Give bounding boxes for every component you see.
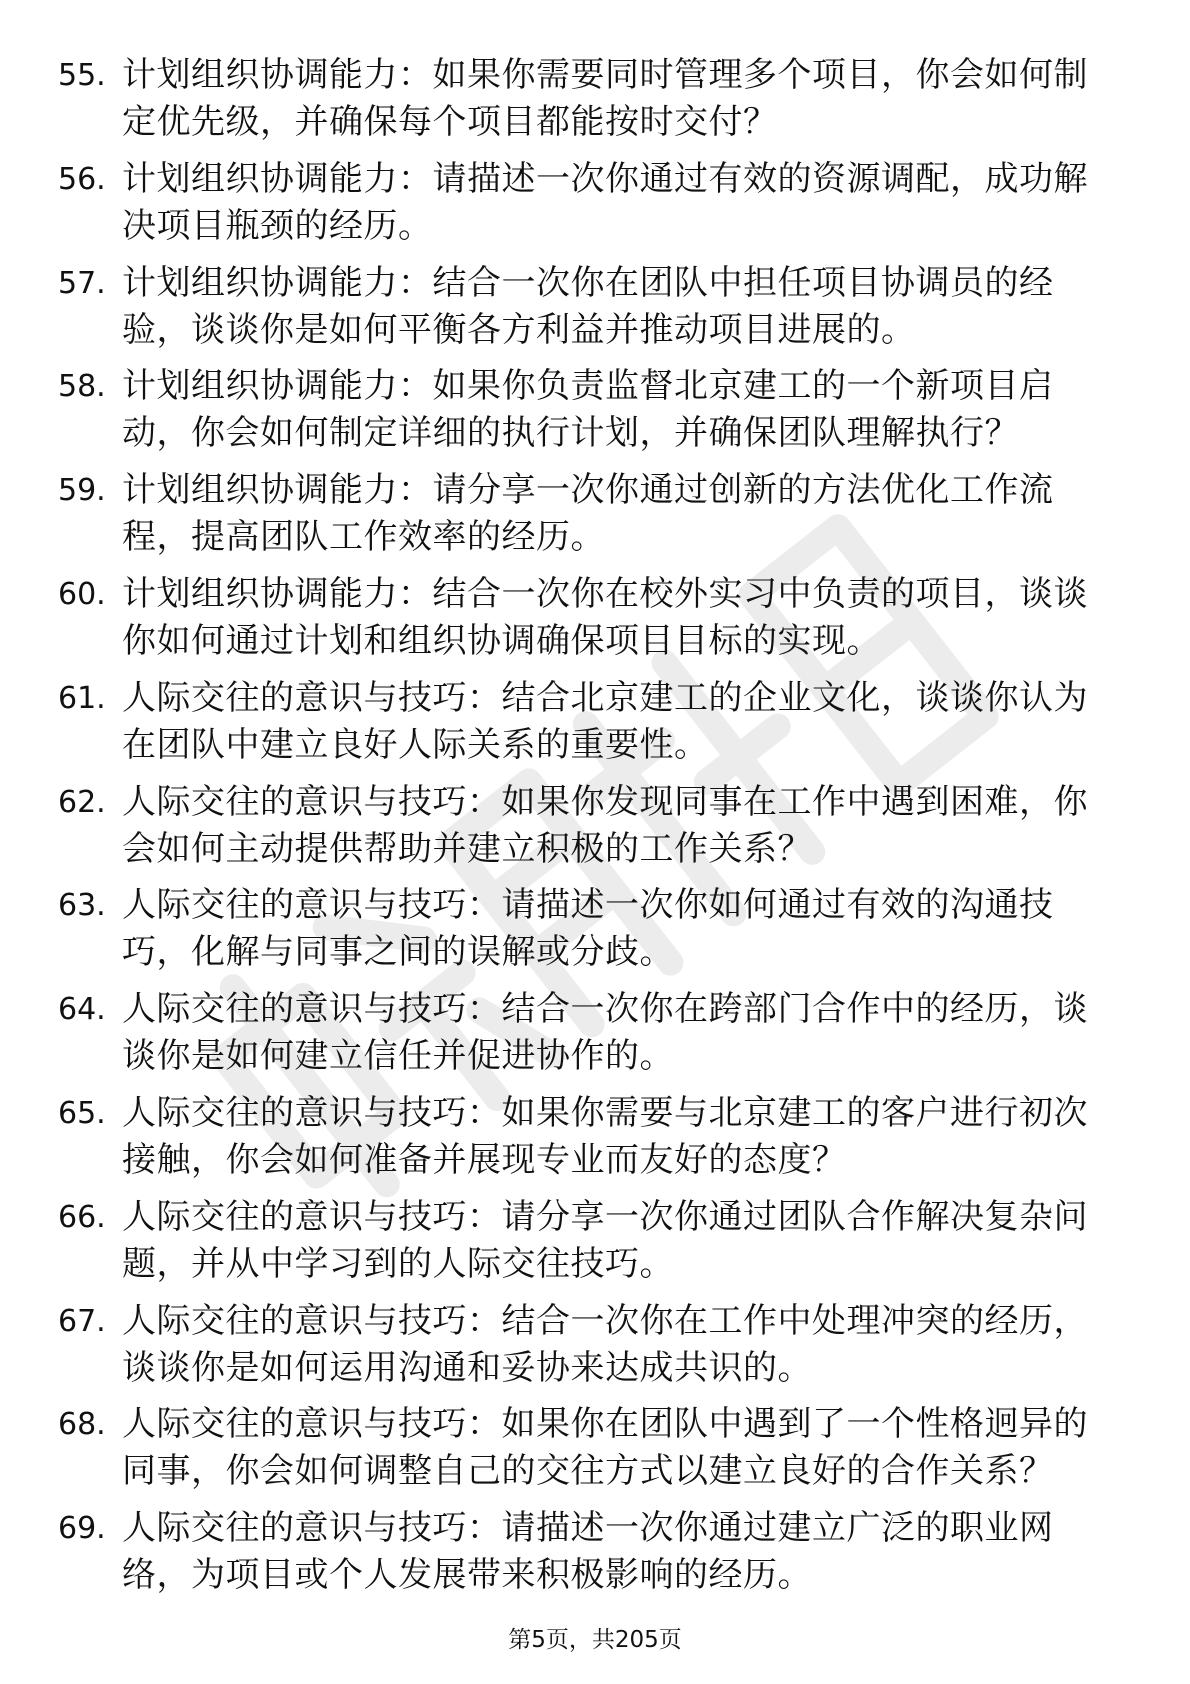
list-item [58, 1194, 1118, 1298]
question-text: 人际交往的意识与技巧：结合一次你在工作中处理冲突的经历，谈谈你是如何运用沟通和妥协来达成共识的。 [122, 1300, 1088, 1388]
question-text: 计划组织协调能力：结合一次你在校外实习中负责的项目，谈谈你如何通过计划和组织协调确保项目目标的实现。 [122, 573, 1088, 661]
list-item [58, 1401, 1118, 1505]
question-text: 人际交往的意识与技巧：请描述一次你通过建立广泛的职业网络，为项目或个人发展带来积极影响的经历。 [122, 1508, 1054, 1596]
question-number: 58. [58, 369, 106, 405]
question-number: 62. [58, 784, 106, 820]
list-item [58, 779, 1118, 883]
question-list [58, 52, 1118, 1609]
question-text: 人际交往的意识与技巧：如果你发现同事在工作中遇到困难，你会如何主动提供帮助并建立积极的工作关系？ [122, 781, 1088, 869]
list-item [58, 1298, 1118, 1402]
question-number: 65. [58, 1095, 106, 1131]
question-text: 人际交往的意识与技巧：结合北京建工的企业文化，谈谈你认为在团队中建立良好人际关系的重要性。 [122, 677, 1088, 765]
list-item [58, 882, 1118, 986]
question-number: 69. [58, 1511, 106, 1547]
question-number: 68. [58, 1407, 106, 1443]
list-item [58, 675, 1118, 779]
list-item [58, 1090, 1118, 1194]
question-number: 66. [58, 1199, 106, 1235]
list-item [58, 467, 1118, 571]
question-number: 64. [58, 992, 106, 1028]
question-number: 67. [58, 1303, 106, 1339]
list-item [58, 52, 1118, 156]
list-item [58, 1505, 1118, 1609]
question-number: 59. [58, 473, 106, 509]
list-item [58, 986, 1118, 1090]
list-item [58, 363, 1118, 467]
question-number: 55. [58, 58, 106, 93]
question-text: 计划组织协调能力：请分享一次你通过创新的方法优化工作流程，提高团队工作效率的经历。 [122, 470, 1054, 558]
question-text: 计划组织协调能力：如果你负责监督北京建工的一个新项目启动，你会如何制定详细的执行计划，并确保团队理解执行？ [122, 366, 1054, 454]
question-text: 人际交往的意识与技巧：如果你需要与北京建工的客户进行初次接触，你会如何准备并展现专业而友好的态度？ [122, 1092, 1088, 1180]
list-item [58, 156, 1118, 260]
question-number: 60. [58, 576, 106, 612]
question-number: 61. [58, 680, 106, 716]
list-item [58, 571, 1118, 675]
question-number: 56. [58, 161, 106, 197]
question-text: 人际交往的意识与技巧：请分享一次你通过团队合作解决复杂问题，并从中学习到的人际交往技巧。 [122, 1196, 1088, 1284]
list-item [58, 260, 1118, 364]
question-text: 计划组织协调能力：如果你需要同时管理多个项目，你会如何制定优先级，并确保每个项目都能按时交付？ [122, 55, 1088, 142]
question-number: 63. [58, 888, 106, 924]
question-number: 57. [58, 265, 106, 301]
page-footer: 第5页，共205页 [508, 1627, 682, 1653]
question-text: 计划组织协调能力：结合一次你在团队中担任项目协调员的经验，谈谈你是如何平衡各方利益并推动项目进展的。 [122, 262, 1054, 350]
question-text: 人际交往的意识与技巧：请描述一次你如何通过有效的沟通技巧，化解与同事之间的误解或分歧。 [122, 885, 1054, 973]
question-text: 计划组织协调能力：请描述一次你通过有效的资源调配，成功解决项目瓶颈的经历。 [122, 158, 1088, 246]
question-text: 人际交往的意识与技巧：结合一次你在跨部门合作中的经历，谈谈你是如何建立信任并促进协作的。 [122, 989, 1088, 1077]
question-text: 人际交往的意识与技巧：如果你在团队中遇到了一个性格迥异的同事，你会如何调整自己的交往方式以建立良好的合作关系？ [122, 1404, 1088, 1492]
